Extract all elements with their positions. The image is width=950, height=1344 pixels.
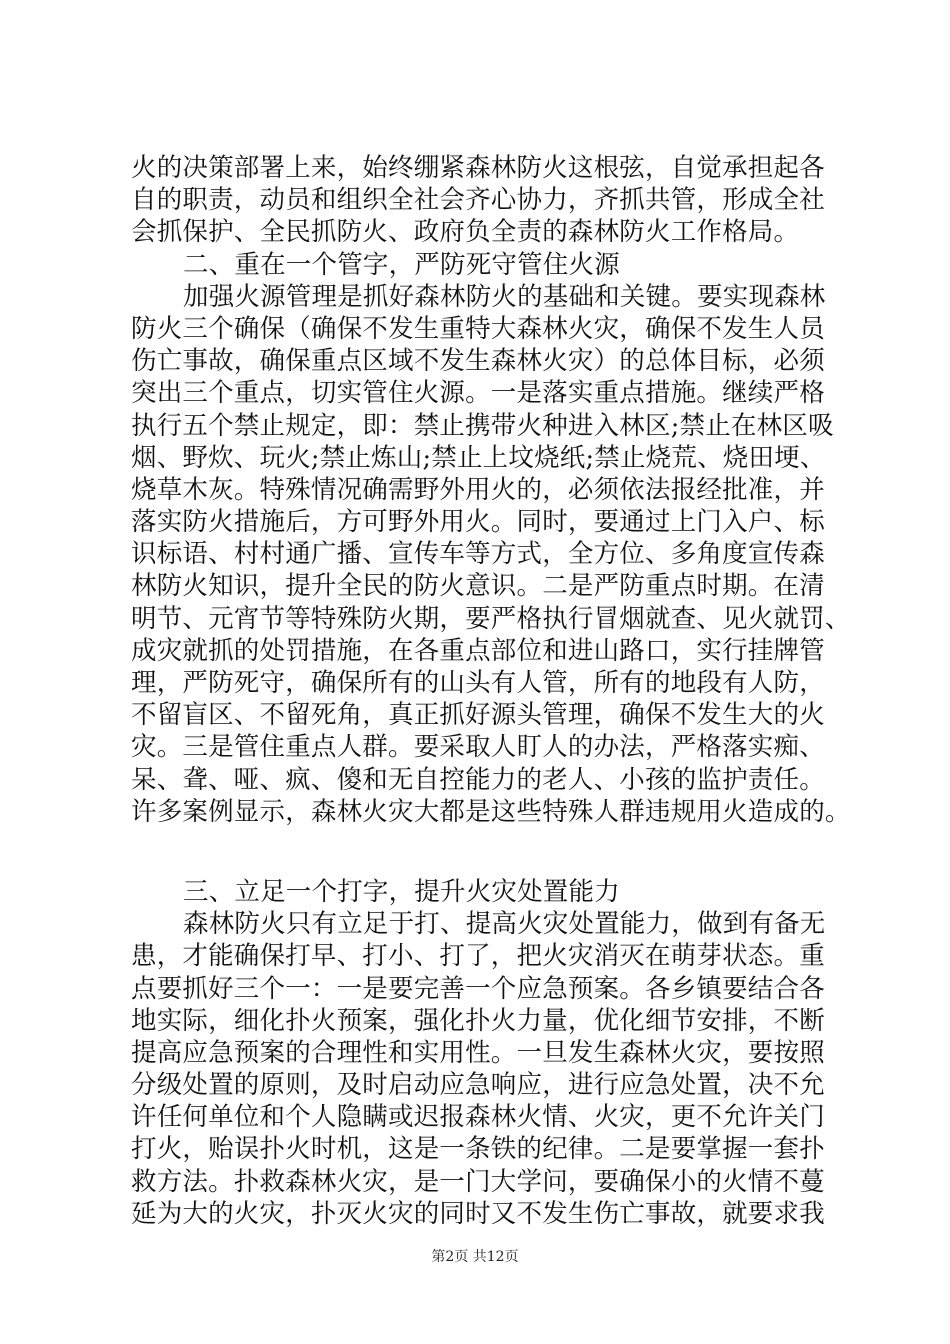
text-line: 理，严防死守，确保所有的山头有人管，所有的地段有人防，	[131, 668, 825, 698]
text-line: 识标语、村村通广播、宣传车等方式，全方位、多角度宣传森	[131, 539, 825, 570]
text-line: 自的职责，动员和组织全社会齐心协力，齐抓共管，形成全社	[131, 185, 825, 216]
text-line: 打火，贻误扑火时机，这是一条铁的纪律。二是要掌握一套扑	[131, 1134, 825, 1165]
text-line: 会抓保护、全民抓防火、政府负全责的森林防火工作格局。	[131, 217, 800, 248]
text-line: 救方法。扑救森林火灾，是一门大学问，要确保小的火情不蔓	[131, 1166, 825, 1197]
text-line: 执行五个禁止规定，即：禁止携带火种进入林区;禁止在林区吸	[131, 410, 834, 441]
text-line: 延为大的火灾，扑灭火灾的同时又不发生伤亡事故，就要求我	[131, 1198, 825, 1229]
text-line: 地实际，细化扑火预案，强化扑火力量，优化细节安排，不断	[131, 1005, 825, 1036]
paragraph-gap	[131, 828, 836, 876]
text-line: 烟、野炊、玩火;禁止炼山;禁止上坟烧纸;禁止烧荒、烧田埂、	[131, 442, 826, 473]
text-line: 防火三个确保（确保不发生重特大森林火灾，确保不发生人员	[131, 313, 825, 344]
text-line: 林防火知识，提升全民的防火意识。二是严防重点时期。在清	[131, 571, 825, 602]
text-line: 患，才能确保打早、打小、打了，把火灾消灭在萌芽状态。重	[131, 941, 825, 972]
text-line: 不留盲区、不留死角，真正抓好源头管理，确保不发生大的火	[131, 700, 825, 731]
page-number-footer: 第2页 共12页	[431, 1249, 519, 1265]
paragraph-first-line: 森林防火只有立足于打、提高火灾处置能力，做到有备无	[183, 909, 826, 940]
text-line: 突出三个重点，切实管住火源。一是落实重点措施。继续严格	[131, 378, 825, 409]
paragraph-first-line: 加强火源管理是抓好森林防火的基础和关键。要实现森林	[183, 281, 826, 312]
text-line: 灾。三是管住重点人群。要采取人盯人的办法，严格落实痴、	[131, 732, 825, 763]
text-line: 烧草木灰。特殊情况确需野外用火的，必须依法报经批准，并	[131, 474, 825, 505]
text-line: 许任何单位和个人隐瞒或迟报森林火情、火灾，更不允许关门	[131, 1102, 825, 1133]
text-line: 落实防火措施后，方可野外用火。同时，要通过上门入户、标	[131, 507, 825, 538]
text-line: 明节、元宵节等特殊防火期，要严格执行冒烟就查、见火就罚、	[131, 603, 851, 634]
section-heading: 二、重在一个管字，严防死守管住火源	[183, 249, 620, 280]
text-line: 火的决策部署上来，始终绷紧森林防火这根弦，自觉承担起各	[131, 153, 825, 183]
text-line: 许多案例显示，森林火灾大都是这些特殊人群违规用火造成的。	[131, 796, 851, 827]
text-line: 提高应急预案的合理性和实用性。一旦发生森林火灾，要按照	[131, 1037, 825, 1068]
text-line: 呆、聋、哑、疯、傻和无自控能力的老人、小孩的监护责任。	[131, 764, 825, 795]
text-line: 点要抓好三个一：一是要完善一个应急预案。各乡镇要结合各	[131, 973, 825, 1004]
text-line: 成灾就抓的处罚措施，在各重点部位和进山路口，实行挂牌管	[131, 635, 825, 666]
text-line: 分级处置的原则，及时启动应急响应，进行应急处置，决不允	[131, 1070, 825, 1101]
document-body	[131, 152, 851, 1230]
section-heading: 三、立足一个打字，提升火灾处置能力	[183, 876, 620, 907]
text-line: 伤亡事故，确保重点区域不发生森林火灾）的总体目标，必须	[131, 346, 825, 377]
